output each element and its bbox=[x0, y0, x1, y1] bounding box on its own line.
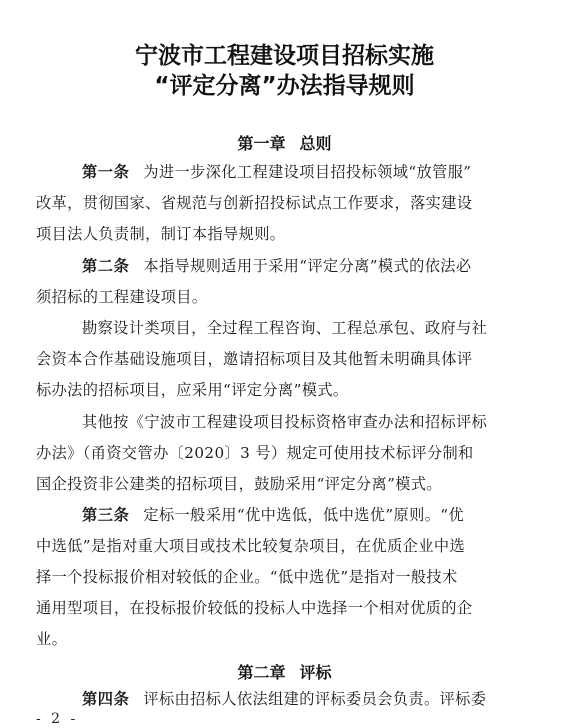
article-3-line-5: 业。 bbox=[36, 630, 68, 648]
survey-paragraph-line-1: 勘察设计类项目，全过程工程咨询、工程总承包、政府与社 bbox=[82, 319, 488, 337]
article-3-line-2: 中选低”是指对重大项目或技术比较复杂项目，在优质企业中选 bbox=[36, 537, 466, 555]
page-number: - 2 - bbox=[36, 711, 79, 727]
chapter-2-name: 评标 bbox=[299, 663, 332, 682]
article-3-text-1: 定标一般采用“优中选低，低中选优”原则。“优 bbox=[143, 506, 465, 524]
article-1-text-1: 为进一步深化工程建设项目招投标领域“放管服” bbox=[143, 163, 472, 181]
article-2-line-2: 须招标的工程建设项目。 bbox=[36, 288, 208, 306]
chapter-1-heading bbox=[0, 131, 569, 154]
document-title-line-2: “评定分离”办法指导规则 bbox=[154, 73, 415, 99]
article-1-label: 第一条 bbox=[82, 163, 130, 181]
article-4-line-1 bbox=[82, 689, 538, 709]
article-3-line-3: 择一个投标报价相对较低的企业。“低中选优”是指对一般技术 bbox=[36, 568, 458, 586]
document-title-line-1: 宁波市工程建设项目招标实施 bbox=[135, 43, 434, 69]
article-4-label: 第四条 bbox=[82, 690, 130, 708]
chapter-1-name: 总则 bbox=[299, 134, 332, 153]
article-1-line-1 bbox=[82, 162, 538, 182]
article-3-line-1 bbox=[82, 505, 538, 525]
article-1-line-2: 改革，贯彻国家、省规范与创新招投标试点工作要求，落实建设 bbox=[36, 194, 473, 212]
survey-paragraph-line-3: 标办法的招标项目，应采用“评定分离”模式。 bbox=[36, 381, 349, 399]
article-1-line-3: 项目法人负责制，制订本指导规则。 bbox=[36, 225, 286, 243]
article-2-label: 第二条 bbox=[82, 257, 130, 275]
article-3-label: 第三条 bbox=[82, 506, 130, 524]
other-paragraph-line-1: 其他按《宁波市工程建设项目投标资格审查办法和招标评标 bbox=[82, 413, 488, 431]
article-2-line-1 bbox=[82, 256, 538, 276]
article-4-text-1: 评标由招标人依法组建的评标委员会负责。评标委 bbox=[143, 690, 487, 708]
article-2-text-1: 本指导规则适用于采用“评定分离”模式的依法必 bbox=[143, 257, 472, 275]
other-paragraph-line-3: 国企投资非公建类的招标项目，鼓励采用“评定分离”模式。 bbox=[36, 475, 443, 493]
other-paragraph-line-2: 办法》（甬资交管办〔2020〕3 号）规定可使用技术标评分制和 bbox=[36, 444, 474, 462]
article-3-line-4: 通用型项目，在投标报价较低的投标人中选择一个相对优质的企 bbox=[36, 599, 473, 617]
survey-paragraph-line-2: 会资本合作基础设施项目，邀请招标项目及其他暂未明确具体评 bbox=[36, 350, 473, 368]
chapter-2-number: 第二章 bbox=[237, 663, 286, 682]
chapter-2-heading bbox=[0, 660, 569, 683]
chapter-1-number: 第一章 bbox=[237, 134, 286, 153]
